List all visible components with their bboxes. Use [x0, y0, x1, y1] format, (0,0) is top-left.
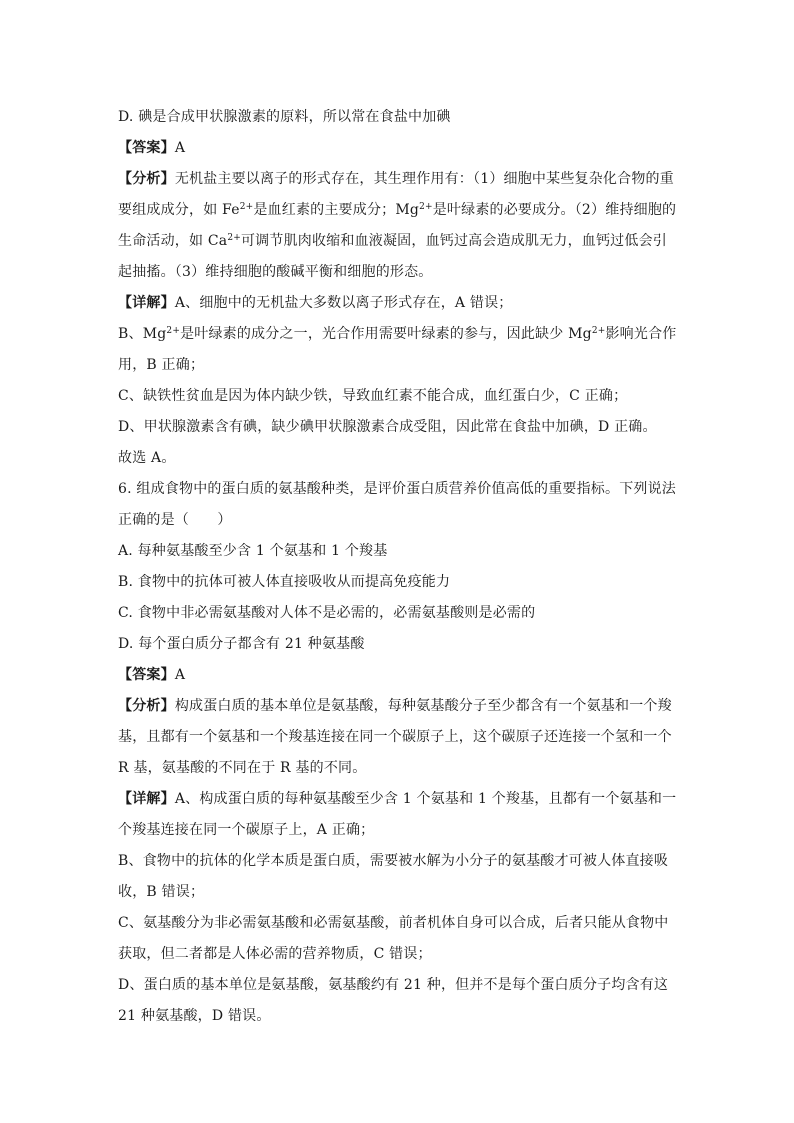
detail-text: A、构成蛋白质的每种氨基酸至少含 1 个氨基和 1 个羧基，且都有一个氨基和一个羧基连接在同一个碳原子上，A 正确；: [118, 791, 677, 838]
q5-detail-b: [118, 319, 678, 381]
q5-analysis: [118, 164, 678, 288]
q6-detail-a: [118, 784, 678, 846]
analysis-label: 【分析】: [118, 171, 175, 187]
analysis-text: 可调节肌肉收缩和血液凝固，血钙过高会造成肌无力，血钙过低会引起抽搐。（3）维持细胞的酸碱平衡和细胞的形态。: [118, 233, 667, 280]
answer-value: A: [174, 140, 186, 156]
answer-label: 【答案】: [118, 140, 175, 156]
q6-stem: 6. 组成食物中的蛋白质的氨基酸种类，是评价蛋白质营养价值高低的重要指标。下列说法正确的是（ ）: [118, 481, 677, 528]
q6-option-d: D. 每个蛋白质分子都含有 21 种氨基酸: [118, 636, 365, 652]
q6-analysis: [118, 691, 678, 784]
document-body: [118, 102, 678, 1032]
detail-text: A、细胞中的无机盐大多数以离子形式存在，A 错误；: [174, 295, 513, 311]
q5-answer: [118, 133, 678, 164]
q6-detail-c: C、氨基酸分为非必需氨基酸和必需氨基酸，前者机体自身可以合成，后者只能从食物中获取，但二者都是人体必需的营养物质，C 错误；: [118, 915, 669, 962]
detail-text: B、Mg: [118, 326, 167, 342]
superscript: 2+: [166, 326, 181, 336]
detail-text: 是叶绿素的成分之一，光合作用需要叶绿素的参与，因此缺少 Mg: [180, 326, 592, 342]
detail-label: 【详解】: [118, 791, 175, 807]
superscript: 2+: [227, 233, 241, 243]
superscript: 2+: [419, 202, 433, 212]
q6-option-a: A. 每种氨基酸至少含 1 个氨基和 1 个羧基: [118, 543, 388, 559]
answer-label: 【答案】: [118, 667, 175, 683]
q6-answer: [118, 660, 678, 691]
detail-label: 【详解】: [118, 295, 175, 311]
analysis-text: 无机盐主要以离子的形式存在，其生理作用有：（1）细胞中某些复杂化合物的重要组成成分，如 Fe: [118, 171, 674, 218]
q6-option-c: C. 食物中非必需氨基酸对人体不是必需的，必需氨基酸则是必需的: [118, 605, 536, 621]
q6-option-b: B. 食物中的抗体可被人体直接吸收从而提高免疫能力: [118, 574, 451, 590]
superscript: 2+: [591, 326, 606, 336]
q5-option-d: D. 碘是合成甲状腺激素的原料，所以常在食盐中加碘: [118, 109, 451, 125]
q5-detail-c: C、缺铁性贫血是因为体内缺少铁，导致血红素不能合成，血红蛋白少，C 正确；: [118, 388, 628, 404]
superscript: 2+: [239, 202, 254, 212]
q5-detail-a: [118, 288, 678, 319]
analysis-text: 是血红素的主要成分；Mg: [253, 202, 420, 218]
analysis-text: 构成蛋白质的基本单位是氨基酸，每种氨基酸分子至少都含有一个氨基和一个羧基，且都有一个氨基和一个羧基连接在同一个碳原子上，这个碳原子还连接一个氢和一个 R 基，氨基酸的不同在于 R 基的不同。: [118, 698, 672, 776]
detail-text: 影响光合作用，B 正确；: [118, 326, 677, 373]
q6-detail-b: B、食物中的抗体的化学本质是蛋白质，需要被水解为小分子的氨基酸才可被人体直接吸收，B 错误；: [118, 853, 669, 900]
q6-detail-d: D、蛋白质的基本单位是氨基酸，氨基酸约有 21 种，但并不是每个蛋白质分子均含有这 21 种氨基酸，D 错误。: [118, 977, 669, 1024]
q5-detail-d: D、甲状腺激素含有碘，缺少碘甲状腺激素合成受阻，因此常在食盐中加碘，D 正确。: [118, 419, 657, 435]
q5-conclusion: 故选 A。: [118, 450, 176, 466]
answer-value: A: [174, 667, 186, 683]
analysis-text: 是叶绿素的必要成分。（2）维持细胞的生命活动，如 Ca: [118, 202, 677, 249]
analysis-label: 【分析】: [118, 698, 175, 714]
